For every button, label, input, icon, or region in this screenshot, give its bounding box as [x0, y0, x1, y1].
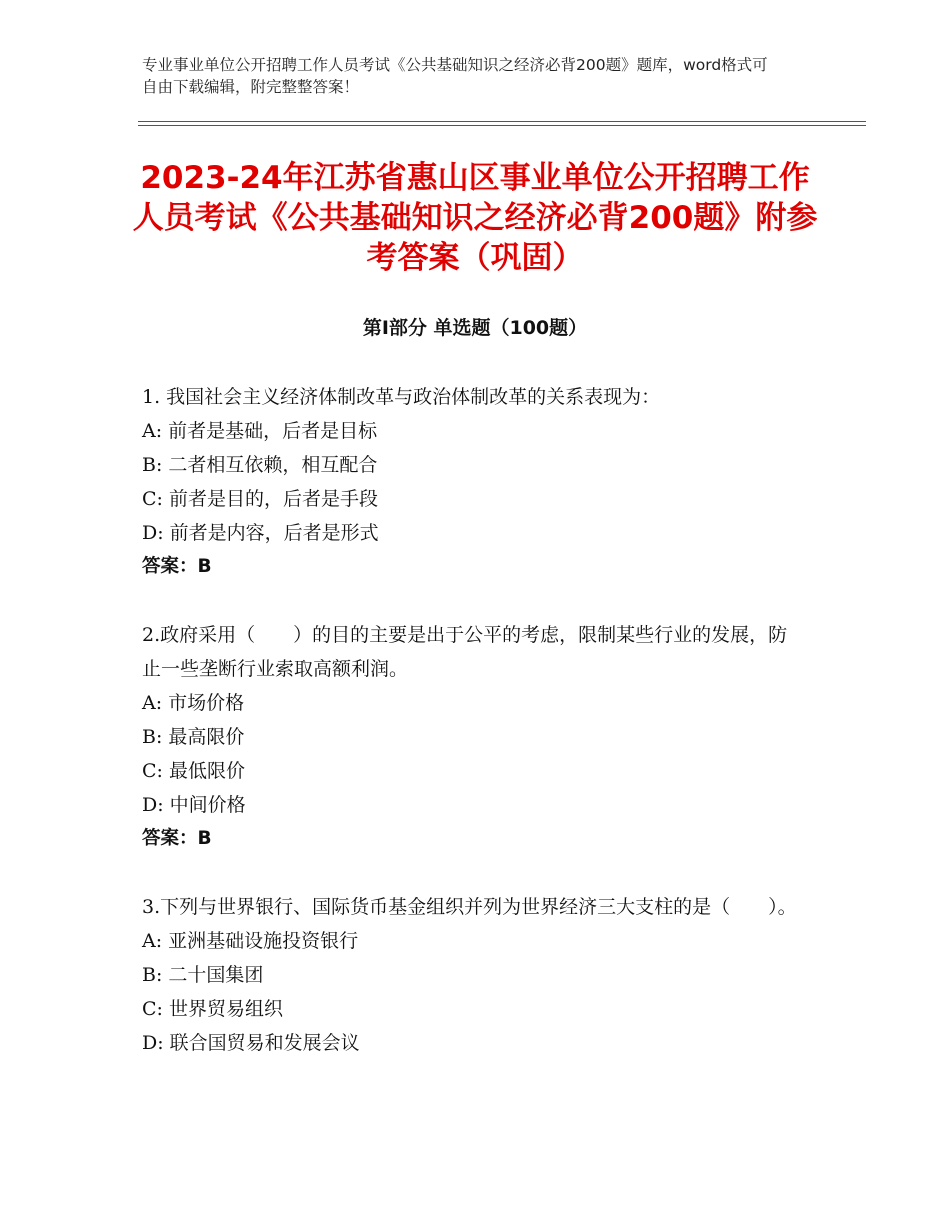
option-d: D: 联合国贸易和发展会议: [142, 1032, 360, 1054]
question-3: [142, 890, 802, 1060]
section-title: 第Ⅰ部分 单选题（100题）: [362, 317, 588, 339]
option-b: B: 最高限价: [142, 726, 245, 748]
answer: 答案：B: [142, 828, 212, 849]
option-a: A: 前者是基础，后者是目标: [142, 420, 378, 442]
header-note: 专业事业单位公开招聘工作人员考试《公共基础知识之经济必背200题》题库，word格式可自由下载编辑，附完整整答案！: [142, 56, 768, 96]
header-divider-bottom: [138, 125, 866, 126]
option-b: B: 二者相互依赖，相互配合: [142, 454, 378, 476]
option-a: A: 市场价格: [142, 692, 245, 714]
question-stem: 3.下列与世界银行、国际货币基金组织并列为世界经济三大支柱的是（ ）。: [142, 896, 797, 918]
question-stem: 1. 我国社会主义经济体制改革与政治体制改革的关系表现为：: [142, 386, 661, 408]
question-2: [142, 618, 802, 856]
question-list: [142, 380, 802, 1094]
option-c: C: 前者是目的，后者是手段: [142, 488, 378, 510]
option-d: D: 中间价格: [142, 794, 246, 816]
document-title: 2023-24年江苏省惠山区事业单位公开招聘工作人员考试《公共基础知识之经济必背200题》附参考答案（巩固）: [132, 160, 818, 276]
option-c: C: 世界贸易组织: [142, 998, 283, 1020]
option-d: D: 前者是内容，后者是形式: [142, 522, 379, 544]
option-c: C: 最低限价: [142, 760, 245, 782]
answer: 答案：B: [142, 556, 212, 577]
question-1: [142, 380, 802, 584]
option-a: A: 亚洲基础设施投资银行: [142, 930, 359, 952]
header-divider-top: [138, 121, 866, 122]
option-b: B: 二十国集团: [142, 964, 264, 986]
question-stem: 2.政府采用（ ）的目的主要是出于公平的考虑，限制某些行业的发展，防止一些垄断行业索取高额利润。: [142, 624, 788, 680]
